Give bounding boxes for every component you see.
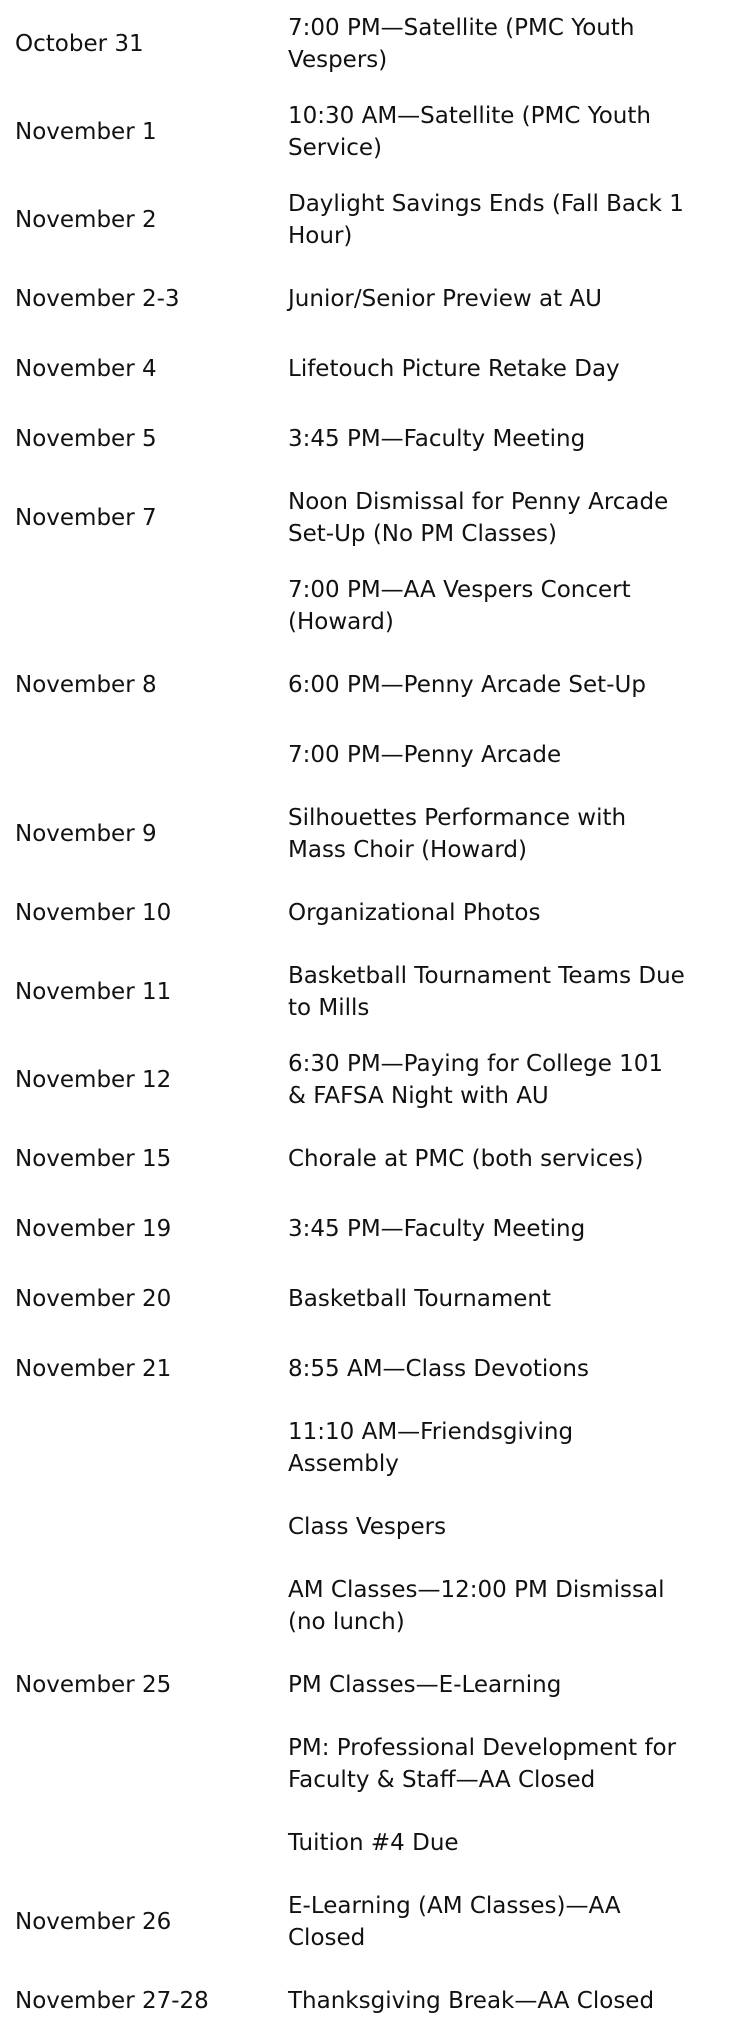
- event-description: PM Classes—E-Learning: [288, 1672, 562, 1698]
- table-row: [0, 1194, 747, 1264]
- event-description: 8:55 AM—Class Devotions: [288, 1356, 589, 1382]
- event-date: November 27-28: [15, 1988, 209, 2014]
- event-description: Tuition #4 Due: [288, 1830, 459, 1856]
- event-description: 6:30 PM—Paying for College 101 & FAFSA Night with AU: [288, 1051, 664, 1109]
- table-row: [0, 878, 747, 948]
- table-row: [0, 1492, 747, 1562]
- event-date: [0, 1404, 288, 1492]
- table-row: [0, 1966, 747, 2036]
- event-description: Class Vespers: [288, 1514, 447, 1540]
- table-row: [0, 88, 747, 176]
- event-date: November 11: [15, 979, 172, 1005]
- event-date: November 1: [15, 119, 157, 145]
- event-description: 3:45 PM—Faculty Meeting: [288, 426, 586, 452]
- event-description: 6:00 PM—Penny Arcade Set-Up: [288, 672, 646, 698]
- event-date: November 2-3: [15, 286, 180, 312]
- event-description: Basketball Tournament: [288, 1286, 551, 1312]
- table-row: [0, 790, 747, 878]
- event-date: [0, 1562, 288, 1650]
- event-description: 7:00 PM—Penny Arcade: [288, 742, 562, 768]
- table-row: [0, 562, 747, 650]
- event-description: 10:30 AM—Satellite (PMC Youth Service): [288, 103, 651, 161]
- event-description: Lifetouch Picture Retake Day: [288, 356, 620, 382]
- table-row: [0, 334, 747, 404]
- table-row: [0, 1878, 747, 1966]
- event-date: November 8: [15, 672, 157, 698]
- event-description: Thanksgiving Break—AA Closed: [288, 1988, 655, 2014]
- event-date: [0, 1492, 288, 1562]
- event-date: [0, 562, 288, 650]
- table-row: [0, 1264, 747, 1334]
- table-row: [0, 1404, 747, 1492]
- event-date: October 31: [15, 31, 144, 57]
- table-row: [0, 1562, 747, 1650]
- event-description: Organizational Photos: [288, 900, 541, 926]
- event-description: AM Classes—12:00 PM Dismissal (no lunch): [288, 1577, 665, 1635]
- event-date: [0, 720, 288, 790]
- event-date: [0, 1808, 288, 1878]
- table-row: [0, 948, 747, 1036]
- event-description: Chorale at PMC (both services): [288, 1146, 644, 1172]
- table-row: [0, 720, 747, 790]
- table-row: [0, 1334, 747, 1404]
- table-row: [0, 1036, 747, 1124]
- event-date: November 7: [15, 505, 157, 531]
- table-row: [0, 176, 747, 264]
- event-date: November 15: [15, 1146, 172, 1172]
- event-description: 7:00 PM—Satellite (PMC Youth Vespers): [288, 15, 635, 73]
- event-date: November 19: [15, 1216, 172, 1242]
- table-row: [0, 404, 747, 474]
- event-date: [0, 1720, 288, 1808]
- event-date: November 10: [15, 900, 172, 926]
- event-date: November 2: [15, 207, 157, 233]
- event-description: Daylight Savings Ends (Fall Back 1 Hour): [288, 191, 684, 249]
- event-description: PM: Professional Development for Faculty & Staff—AA Closed: [288, 1735, 677, 1793]
- event-description: 7:00 PM—AA Vespers Concert (Howard): [288, 577, 631, 635]
- table-row: [0, 1808, 747, 1878]
- event-description: Junior/Senior Preview at AU: [288, 286, 602, 312]
- event-date: November 4: [15, 356, 157, 382]
- event-date: November 21: [15, 1356, 172, 1382]
- event-description: Basketball Tournament Teams Due to Mills: [288, 963, 685, 1021]
- event-date: November 20: [15, 1286, 172, 1312]
- table-row: [0, 650, 747, 720]
- table-row: [0, 1650, 747, 1720]
- table-row: [0, 264, 747, 334]
- event-date: November 26: [15, 1909, 172, 1935]
- event-date: November 12: [15, 1067, 172, 1093]
- table-row: [0, 1124, 747, 1194]
- event-date: November 9: [15, 821, 157, 847]
- table-row: [0, 0, 747, 88]
- event-description: Noon Dismissal for Penny Arcade Set-Up (No PM Classes): [288, 489, 669, 547]
- event-date: November 5: [15, 426, 157, 452]
- event-description: 11:10 AM—Friendsgiving Assembly: [288, 1419, 574, 1477]
- event-description: 3:45 PM—Faculty Meeting: [288, 1216, 586, 1242]
- event-description: E-Learning (AM Classes)—AA Closed: [288, 1893, 621, 1951]
- table-row: [0, 1720, 747, 1808]
- table-row: [0, 474, 747, 562]
- event-description: Silhouettes Performance with Mass Choir (Howard): [288, 805, 627, 863]
- event-date: November 25: [15, 1672, 172, 1698]
